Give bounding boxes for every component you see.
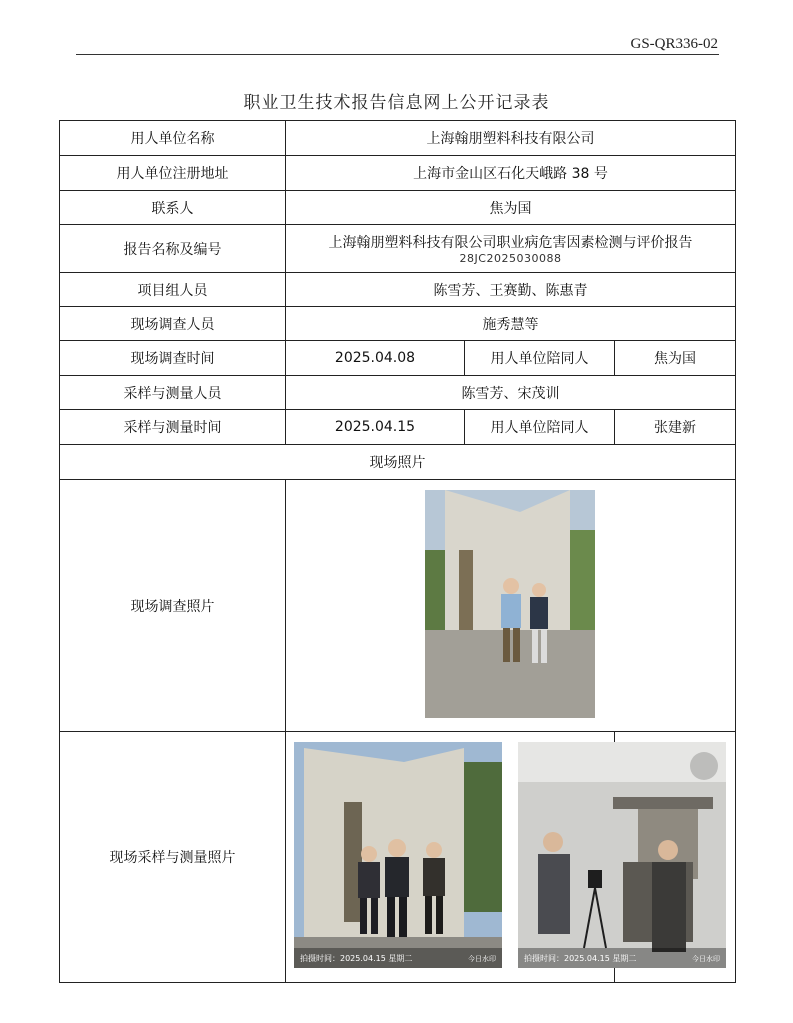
survey-photo-image xyxy=(425,490,595,718)
photo-timestamp: 拍摄时间：2025.04.15 星期二 xyxy=(300,954,413,963)
photo-timestamp: 拍摄时间：2025.04.15 星期二 xyxy=(524,954,637,963)
table-row xyxy=(60,410,736,445)
table-row xyxy=(60,480,736,732)
table-row xyxy=(60,191,736,225)
team-label: 项目组人员 xyxy=(60,273,286,307)
report-label: 报告名称及编号 xyxy=(60,225,286,273)
photos-heading: 现场照片 xyxy=(60,445,736,480)
survey-escort-value: 焦为国 xyxy=(615,341,736,376)
employer-address-value: 上海市金山区石化天峨路 38 号 xyxy=(286,156,736,191)
sampling-photo-2 xyxy=(518,742,726,968)
header-rule xyxy=(76,54,719,55)
sampling-time-label: 采样与测量时间 xyxy=(60,410,286,445)
photo-watermark: 今日水印 xyxy=(468,955,496,963)
sampling-photo-label: 现场采样与测量照片 xyxy=(60,732,286,983)
survey-staff-label: 现场调查人员 xyxy=(60,307,286,341)
table-row xyxy=(60,121,736,156)
report-name: 上海翰朋塑料科技有限公司职业病危害因素检测与评价报告 xyxy=(328,235,693,251)
sampling-staff-label: 采样与测量人员 xyxy=(60,376,286,410)
sampling-photo-1 xyxy=(294,742,502,968)
report-value-cell xyxy=(286,225,736,273)
employer-name-label: 用人单位名称 xyxy=(60,121,286,156)
survey-photo xyxy=(425,490,595,718)
survey-staff-value: 施秀慧等 xyxy=(286,307,736,341)
survey-escort-label: 用人单位陪同人 xyxy=(465,341,615,376)
page-title: 职业卫生技术报告信息网上公开记录表 xyxy=(243,93,550,113)
table-row xyxy=(60,307,736,341)
report-number: 28JC2025030088 xyxy=(459,252,562,265)
sampling-photo-1-image xyxy=(294,742,502,968)
employer-address-label: 用人单位注册地址 xyxy=(60,156,286,191)
team-value: 陈雪芳、王赛勤、陈惠青 xyxy=(286,273,736,307)
contact-value: 焦为国 xyxy=(286,191,736,225)
sampling-photo-2-image xyxy=(518,742,726,968)
sampling-escort-label: 用人单位陪同人 xyxy=(465,410,615,445)
sampling-time-value: 2025.04.15 xyxy=(286,410,465,445)
survey-photo-cell xyxy=(286,480,736,732)
table-row xyxy=(60,341,736,376)
survey-photo-label: 现场调查照片 xyxy=(60,480,286,732)
table-row xyxy=(60,156,736,191)
document-code: GS-QR336-02 xyxy=(630,36,718,52)
photo-watermark: 今日水印 xyxy=(692,955,720,963)
contact-label: 联系人 xyxy=(60,191,286,225)
sampling-staff-value: 陈雪芳、宋茂训 xyxy=(286,376,736,410)
table-row xyxy=(60,225,736,273)
employer-name-value: 上海翰朋塑料科技有限公司 xyxy=(286,121,736,156)
survey-time-label: 现场调查时间 xyxy=(60,341,286,376)
table-row xyxy=(60,273,736,307)
table-row xyxy=(60,445,736,480)
sampling-escort-value: 张建新 xyxy=(615,410,736,445)
table-row xyxy=(60,376,736,410)
survey-time-value: 2025.04.08 xyxy=(286,341,465,376)
